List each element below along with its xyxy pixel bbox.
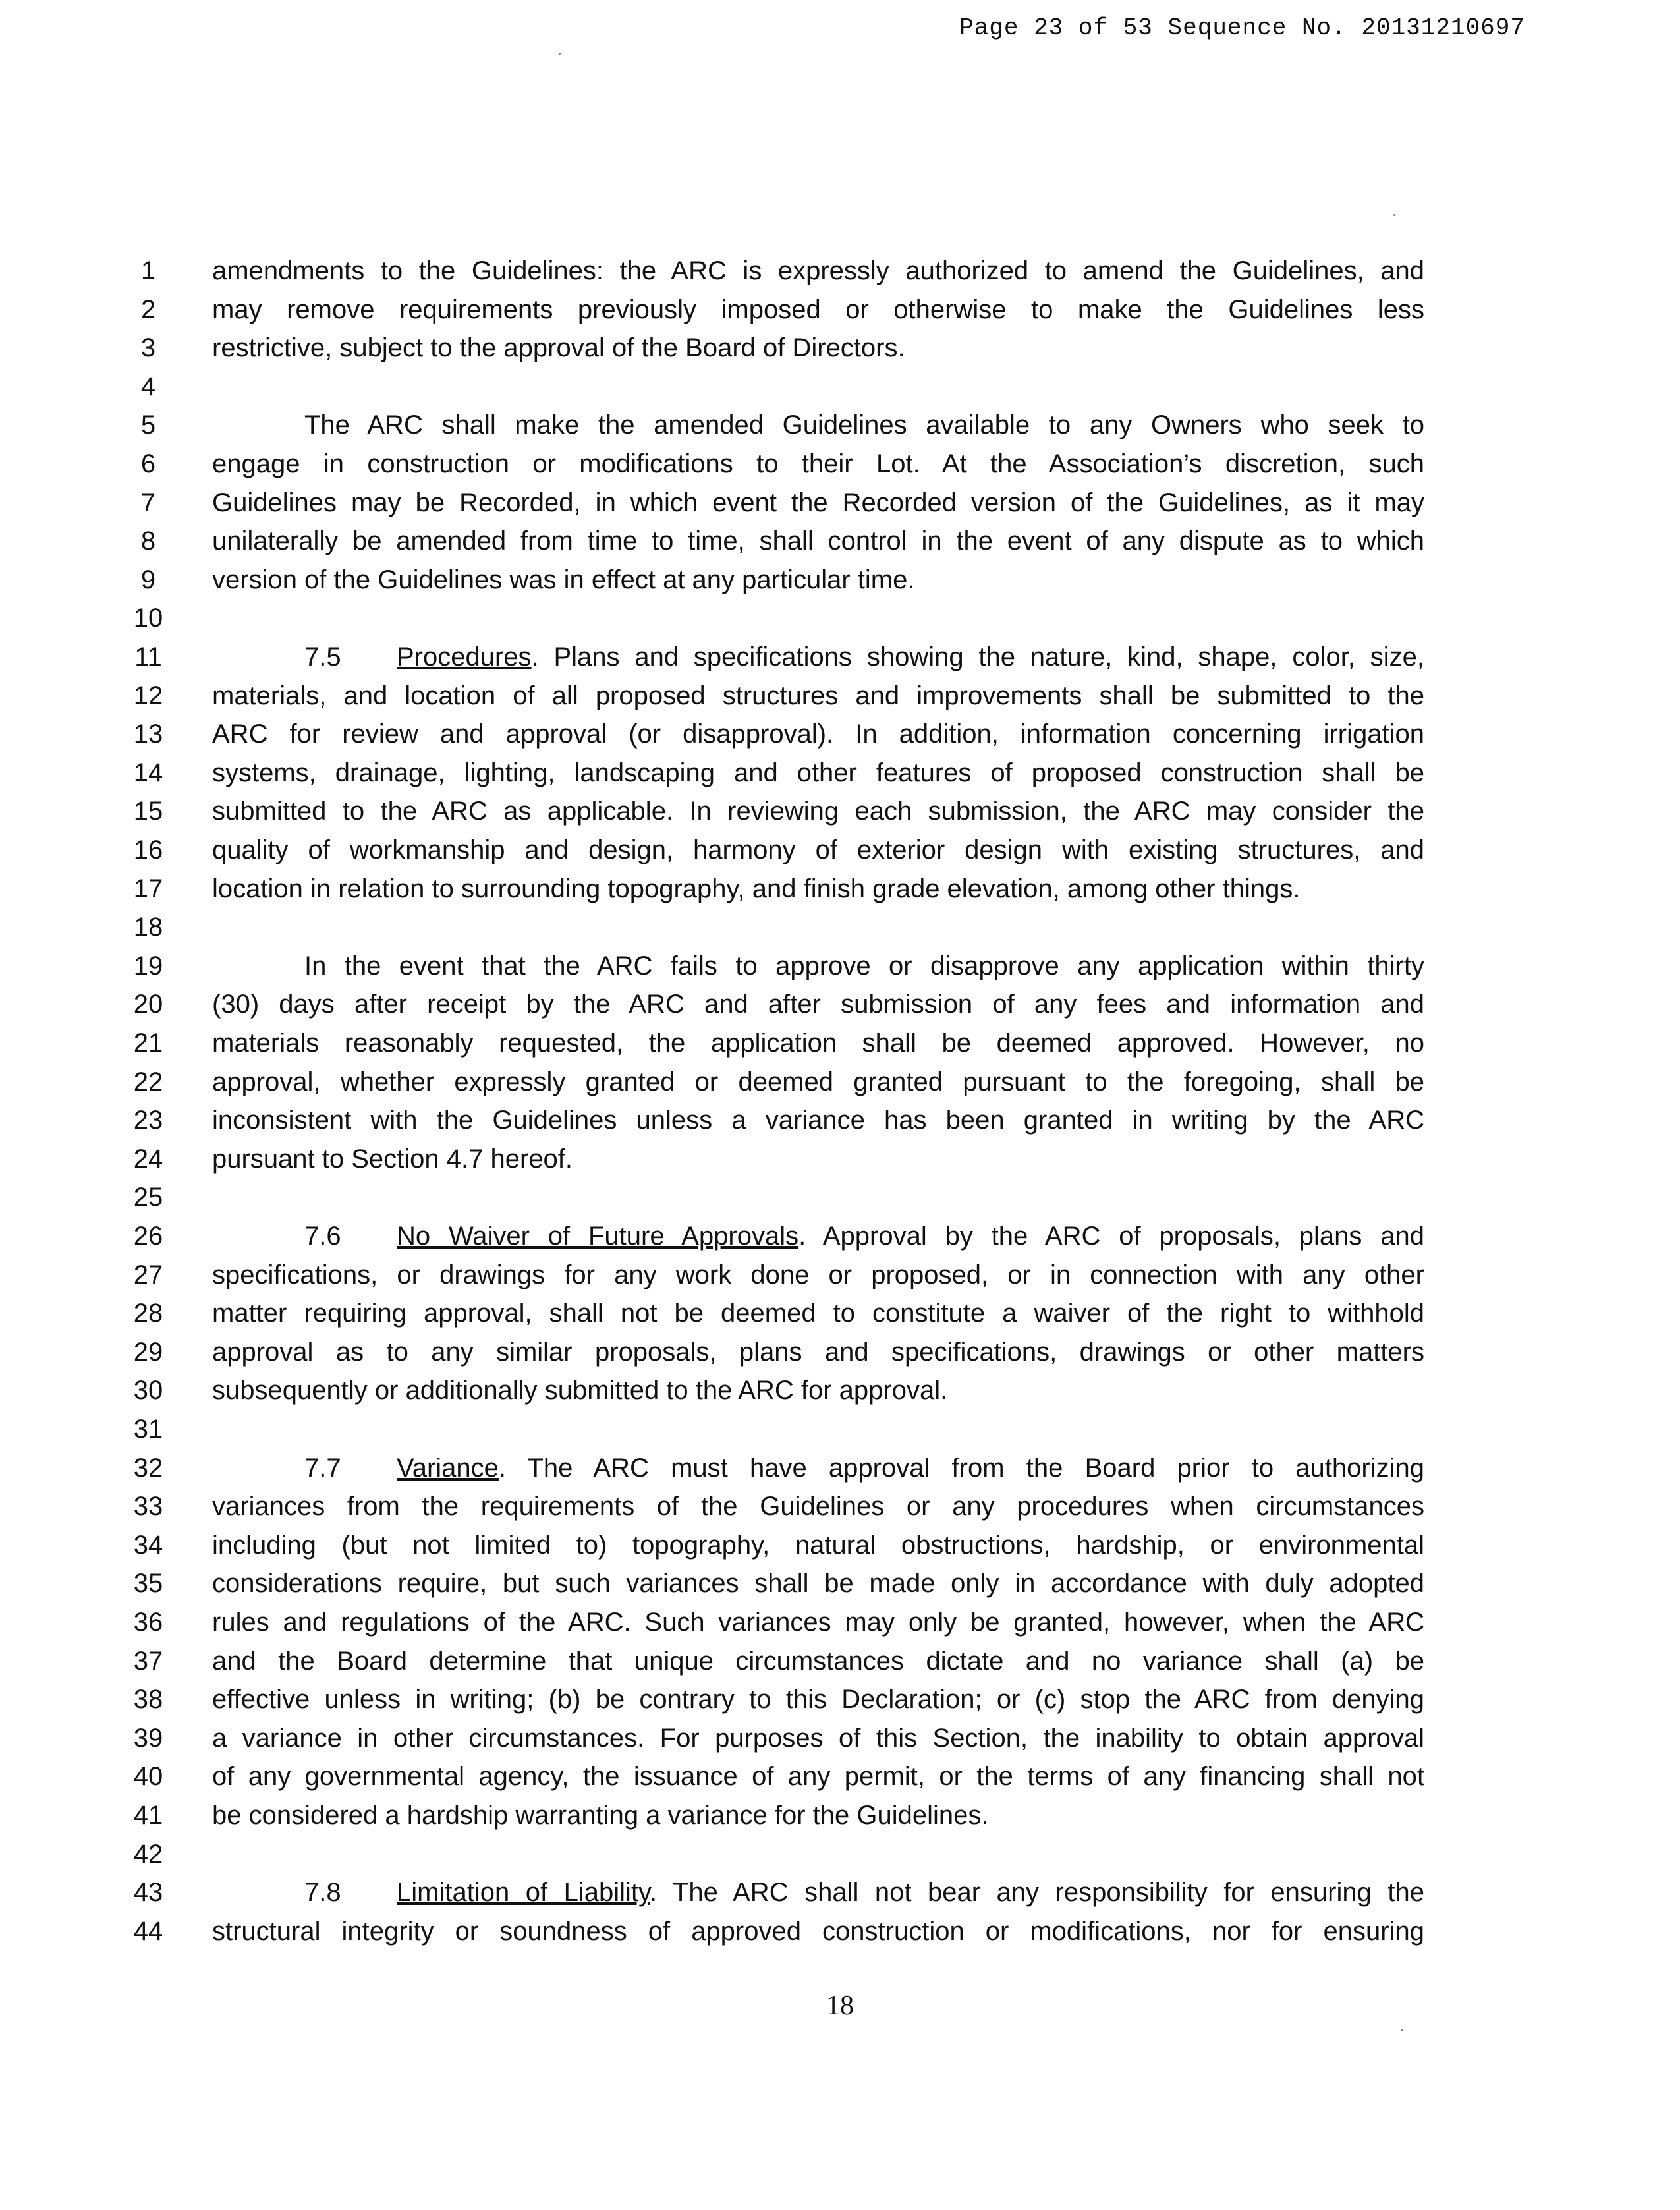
document-line [0, 291, 1680, 329]
document-line [0, 947, 1680, 985]
section-text: . Approval by the ARC of proposals, plans and [798, 1222, 1424, 1251]
section-text: . The ARC must have approval from the Board prior to authorizing [498, 1453, 1424, 1483]
line-text: pursuant to Section 4.7 hereof. [212, 1144, 573, 1174]
line-number: 36 [133, 1608, 163, 1637]
document-line [0, 792, 1680, 830]
document-line [0, 1410, 1680, 1448]
line-text: The ARC shall make the amended Guidelines available to any Owners who seek to [304, 411, 1424, 440]
line-number: 19 [133, 951, 163, 980]
line-text: approval as to any similar proposals, plans and specifications, drawings or other matters [212, 1337, 1424, 1367]
line-number: 28 [133, 1299, 163, 1328]
line-number: 29 [133, 1337, 163, 1367]
line-number: 31 [133, 1415, 163, 1444]
scan-speck [559, 53, 561, 55]
line-number: 15 [133, 797, 163, 826]
document-line [0, 908, 1680, 946]
line-text: engage in construction or modifications to their Lot. At the Association’s discretion, such [212, 449, 1424, 478]
section-number: 7.6 [304, 1222, 341, 1251]
line-number: 32 [133, 1453, 163, 1483]
line-number: 27 [133, 1260, 163, 1289]
line-text: specifications, or drawings for any work done or proposed, or in connection with any other [212, 1260, 1424, 1289]
document-line [0, 1217, 1680, 1255]
document-line [0, 985, 1680, 1023]
document-line [0, 484, 1680, 522]
line-text: and the Board determine that unique circumstances dictate and no variance shall (a) be [212, 1646, 1424, 1676]
line-text: be considered a hardship warranting a variance for the Guidelines. [212, 1801, 989, 1830]
line-text: materials, and location of all proposed structures and improvements shall be submitted to the [212, 681, 1424, 710]
line-text: a variance in other circumstances. For purposes of this Section, the inability to obtain approval [212, 1723, 1424, 1753]
document-line [0, 368, 1680, 406]
document-line [0, 599, 1680, 637]
line-number: 41 [133, 1801, 163, 1830]
line-number: 18 [133, 913, 163, 942]
line-number: 24 [133, 1144, 163, 1174]
section-text: . Plans and specifications showing the nature, kind, shape, color, size, [531, 642, 1424, 671]
line-number: 22 [133, 1067, 163, 1096]
line-number: 35 [133, 1569, 163, 1599]
document-line [0, 1449, 1680, 1487]
line-number: 13 [133, 720, 163, 749]
line-text: structural integrity or soundness of approved construction or modifications, nor for ensuring [212, 1916, 1424, 1946]
line-number: 23 [133, 1106, 163, 1135]
document-line [0, 1680, 1680, 1718]
line-number: 42 [133, 1839, 163, 1869]
line-text: subsequently or additionally submitted to the ARC for approval. [212, 1376, 948, 1405]
line-number: 44 [133, 1916, 163, 1946]
line-text: considerations require, but such variances shall be made only in accordance with duly adopted [212, 1569, 1424, 1599]
document-line [0, 522, 1680, 560]
line-text [212, 638, 1424, 676]
line-text [212, 1449, 1424, 1487]
line-number: 14 [133, 758, 163, 787]
line-text: matter requiring approval, shall not be deemed to constitute a waiver of the right to withhold [212, 1299, 1424, 1328]
line-number: 1 [140, 256, 156, 285]
document-line [0, 1912, 1680, 1950]
line-number: 26 [133, 1222, 163, 1251]
line-text: rules and regulations of the ARC. Such variances may only be granted, however, when the ARC [212, 1608, 1424, 1637]
document-line [0, 1487, 1680, 1525]
line-text: variances from the requirements of the Guidelines or any procedures when circumstances [212, 1492, 1424, 1521]
line-text: submitted to the ARC as applicable. In reviewing each submission, the ARC may consider the [212, 797, 1424, 826]
document-line [0, 1835, 1680, 1873]
line-number: 4 [140, 372, 156, 401]
line-number: 10 [133, 604, 163, 633]
document-line [0, 1371, 1680, 1409]
line-number: 11 [134, 642, 162, 671]
line-text [212, 1217, 1424, 1255]
document-line [0, 1757, 1680, 1796]
line-number: 37 [133, 1646, 163, 1676]
document-line [0, 1333, 1680, 1371]
document-line [0, 1294, 1680, 1332]
line-number: 9 [140, 565, 156, 594]
line-number: 5 [140, 411, 156, 440]
document-line [0, 1642, 1680, 1680]
section-number: 7.8 [304, 1878, 341, 1908]
line-number: 12 [133, 681, 163, 710]
line-number: 2 [140, 295, 156, 324]
document-line [0, 1719, 1680, 1757]
scan-speck [1393, 214, 1395, 216]
document-line [0, 329, 1680, 367]
line-text [212, 1873, 1424, 1912]
document-line [0, 252, 1680, 290]
document-line [0, 406, 1680, 444]
line-number: 30 [133, 1376, 163, 1405]
section-title: Procedures [397, 642, 532, 671]
section-title: No Waiver of Future Approvals [397, 1222, 799, 1251]
line-number: 39 [133, 1723, 163, 1753]
section-title: Limitation of Liability [397, 1878, 650, 1908]
line-text: Guidelines may be Recorded, in which event the Recorded version of the Guidelines, as it may [212, 488, 1424, 517]
line-number: 20 [133, 990, 163, 1019]
line-text: of any governmental agency, the issuance of any permit, or the terms of any financing shall not [212, 1762, 1424, 1792]
section-text: . The ARC shall not bear any responsibility for ensuring the [650, 1878, 1424, 1908]
line-number: 6 [140, 449, 156, 478]
line-text: quality of workmanship and design, harmony of exterior design with existing structures, and [212, 836, 1424, 864]
document-line [0, 715, 1680, 753]
document-line [0, 1603, 1680, 1641]
section-number: 7.5 [304, 642, 341, 671]
line-number: 43 [133, 1878, 163, 1908]
document-line [0, 561, 1680, 599]
line-text: effective unless in writing; (b) be contrary to this Declaration; or (c) stop the ARC from denying [212, 1685, 1424, 1714]
scan-speck [1401, 2029, 1403, 2031]
document-line [0, 831, 1680, 869]
line-number: 16 [133, 836, 163, 864]
line-number: 7 [140, 488, 156, 517]
line-number: 38 [133, 1685, 163, 1714]
document-line [0, 1063, 1680, 1101]
line-number: 17 [133, 874, 163, 903]
line-number: 21 [133, 1029, 163, 1058]
line-text: ARC for review and approval (or disapproval). In addition, information concerning irrigation [212, 720, 1424, 749]
document-line [0, 677, 1680, 715]
line-number: 25 [133, 1183, 163, 1212]
section-title: Variance [397, 1453, 499, 1483]
document-line [0, 1178, 1680, 1216]
line-text: restrictive, subject to the approval of the Board of Directors. [212, 333, 905, 363]
document-line [0, 1526, 1680, 1564]
document-line [0, 1796, 1680, 1834]
line-text: location in relation to surrounding topography, and finish grade elevation, among other things. [212, 874, 1301, 903]
document-line [0, 1101, 1680, 1139]
line-text: materials reasonably requested, the application shall be deemed approved. However, no [212, 1029, 1424, 1058]
line-number: 34 [133, 1530, 163, 1560]
line-text: may remove requirements previously imposed or otherwise to make the Guidelines less [212, 295, 1424, 324]
document-line [0, 1140, 1680, 1178]
document-line [0, 445, 1680, 483]
line-text: version of the Guidelines was in effect at any particular time. [212, 565, 915, 594]
line-text: (30) days after receipt by the ARC and after submission of any fees and information and [212, 990, 1424, 1019]
line-text: systems, drainage, lighting, landscaping and other features of proposed construction shall be [212, 758, 1424, 787]
line-text: including (but not limited to) topography, natural obstructions, hardship, or environmental [212, 1530, 1424, 1560]
document-line [0, 1024, 1680, 1062]
line-number: 8 [140, 526, 156, 556]
line-text: In the event that the ARC fails to approve or disapprove any application within thirty [304, 951, 1424, 980]
section-number: 7.7 [304, 1453, 341, 1483]
line-text: approval, whether expressly granted or deemed granted pursuant to the foregoing, shall be [212, 1067, 1424, 1096]
line-number: 40 [133, 1762, 163, 1792]
document-line [0, 754, 1680, 792]
document-line [0, 638, 1680, 676]
line-text: amendments to the Guidelines: the ARC is expressly authorized to amend the Guidelines, and [212, 256, 1424, 285]
page-number: 18 [826, 1991, 854, 2021]
document-line [0, 870, 1680, 908]
line-number: 33 [133, 1492, 163, 1521]
page-header: Page 23 of 53 Sequence No. 20131210697 [959, 14, 1525, 42]
document-line [0, 1256, 1680, 1294]
line-text: inconsistent with the Guidelines unless a variance has been granted in writing by the ARC [212, 1106, 1424, 1135]
line-text: unilaterally be amended from time to time, shall control in the event of any dispute as to which [212, 526, 1424, 556]
document-line [0, 1873, 1680, 1912]
document-line [0, 1564, 1680, 1602]
line-number: 3 [140, 333, 156, 363]
